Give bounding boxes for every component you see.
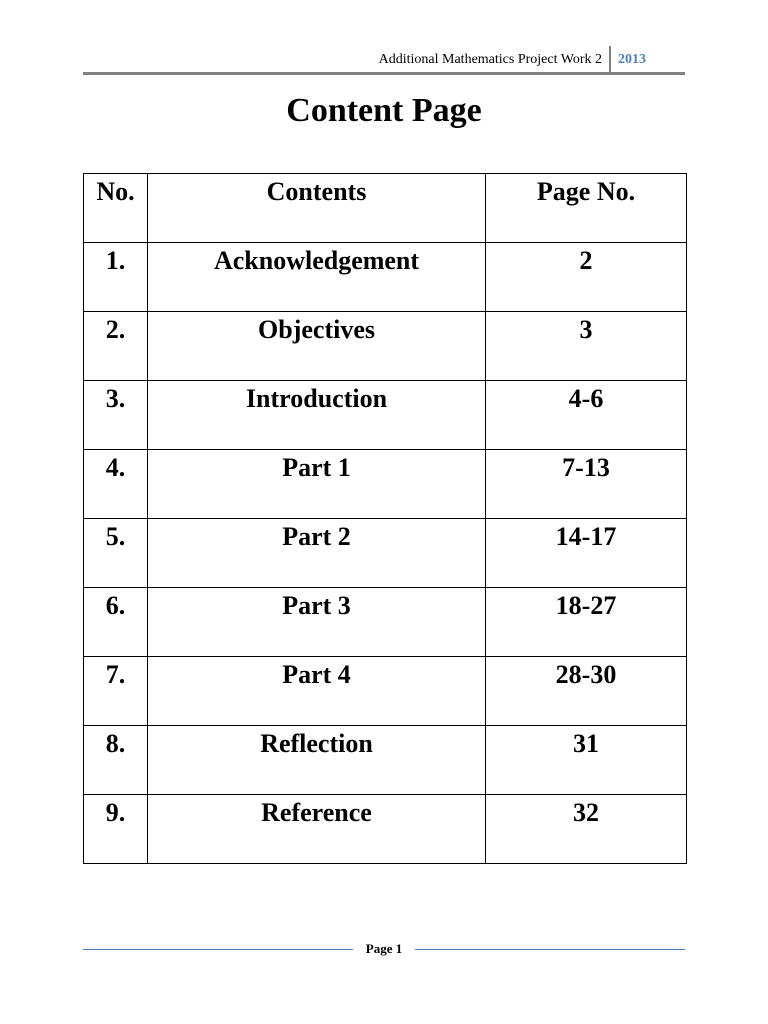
- column-header-page: Page No.: [486, 174, 687, 243]
- page-title: Content Page: [286, 92, 482, 129]
- table-row: [84, 381, 687, 450]
- table-row: [84, 795, 687, 864]
- row-content: Part 2: [148, 519, 486, 588]
- table-row: [84, 450, 687, 519]
- row-page: 7-13: [486, 450, 687, 519]
- table-row: [84, 657, 687, 726]
- row-page: 28-30: [486, 657, 687, 726]
- row-page: 18-27: [486, 588, 687, 657]
- row-content: Reference: [148, 795, 486, 864]
- row-number: 7.: [84, 657, 148, 726]
- row-page: 31: [486, 726, 687, 795]
- row-page: 3: [486, 312, 687, 381]
- table-row: [84, 243, 687, 312]
- table-row: [84, 312, 687, 381]
- row-content: Part 1: [148, 450, 486, 519]
- row-page: 2: [486, 243, 687, 312]
- footer-page-number: Page 1: [365, 941, 403, 956]
- column-header-no: No.: [84, 174, 148, 243]
- row-number: 8.: [84, 726, 148, 795]
- row-number: 6.: [84, 588, 148, 657]
- row-number: 1.: [84, 243, 148, 312]
- row-number: 9.: [84, 795, 148, 864]
- row-content: Part 4: [148, 657, 486, 726]
- page-header: [83, 46, 685, 73]
- table-row: [84, 726, 687, 795]
- contents-table: [83, 173, 687, 864]
- footer-rule-right: [415, 949, 685, 950]
- row-number: 3.: [84, 381, 148, 450]
- row-content: Acknowledgement: [148, 243, 486, 312]
- row-content: Objectives: [148, 312, 486, 381]
- row-page: 32: [486, 795, 687, 864]
- row-page: 4-6: [486, 381, 687, 450]
- row-number: 4.: [84, 450, 148, 519]
- header-separator: [609, 46, 611, 73]
- table-header-row: [84, 174, 687, 243]
- row-content: Reflection: [148, 726, 486, 795]
- row-content: Introduction: [148, 381, 486, 450]
- row-page: 14-17: [486, 519, 687, 588]
- row-number: 2.: [84, 312, 148, 381]
- header-title: Additional Mathematics Project Work 2: [378, 52, 602, 67]
- row-number: 5.: [84, 519, 148, 588]
- column-header-contents: Contents: [148, 174, 486, 243]
- header-year: 2013: [618, 52, 646, 67]
- table-row: [84, 519, 687, 588]
- header-rule: [83, 72, 685, 75]
- row-content: Part 3: [148, 588, 486, 657]
- table-row: [84, 588, 687, 657]
- footer-rule-left: [83, 949, 353, 950]
